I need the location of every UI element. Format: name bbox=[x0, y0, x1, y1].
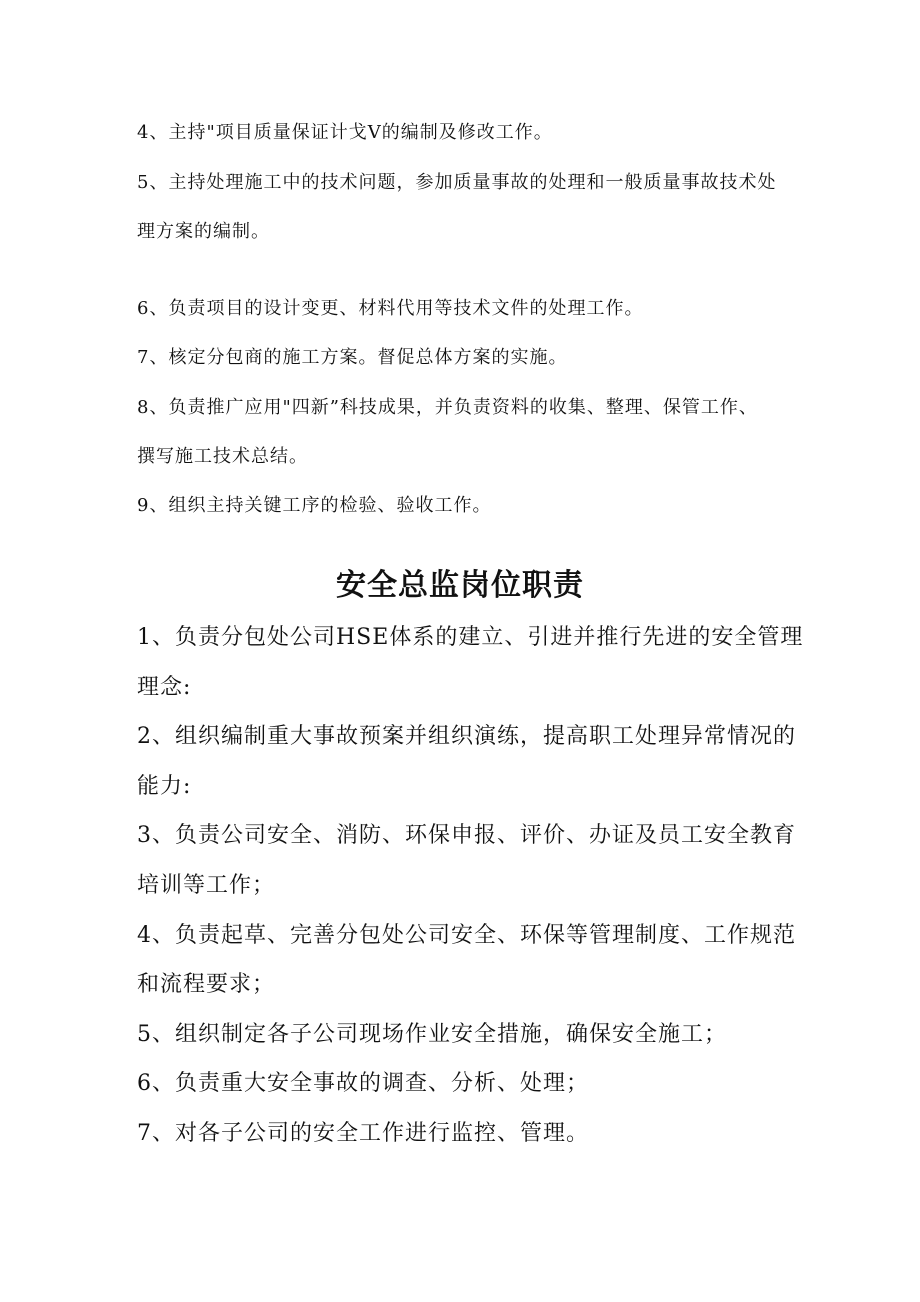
duty-item-5: 5、主持处理施工中的技术问题，参加质量事故的处理和一般质量事故技术处 bbox=[137, 172, 777, 193]
duty-item-8: 8、负责推广应用"四新”科技成果，并负责资料的收集、整理、保管工作、 bbox=[137, 397, 758, 418]
duty-item-8-cont: 撰写施工技术总结。 bbox=[137, 446, 308, 467]
safety-duty-1-cont: 理念: bbox=[137, 675, 192, 700]
section-title: 安全总监岗位职责 bbox=[336, 568, 584, 603]
safety-duty-2-cont: 能力: bbox=[137, 774, 192, 799]
duty-item-7: 7、核定分包商的施工方案。督促总体方案的实施。 bbox=[137, 347, 568, 368]
safety-duty-3-cont: 培训等工作； bbox=[137, 873, 276, 898]
safety-duty-4: 4、负责起草、完善分包处公司安全、环保等管理制度、工作规范 bbox=[137, 923, 796, 948]
safety-duty-6: 6、负责重大安全事故的调查、分析、处理； bbox=[137, 1071, 589, 1096]
duty-item-9: 9、组织主持关键工序的检验、验收工作。 bbox=[137, 495, 492, 516]
safety-duty-2: 2、组织编制重大事故预案并组织演练，提高职工处理异常情况的 bbox=[137, 724, 796, 749]
safety-duty-3: 3、负责公司安全、消防、环保申报、评价、办证及员工安全教育 bbox=[137, 823, 796, 848]
safety-duty-5: 5、组织制定各子公司现场作业安全措施，确保安全施工； bbox=[137, 1022, 727, 1047]
safety-duty-4-cont: 和流程要求； bbox=[137, 972, 276, 997]
safety-duty-7: 7、对各子公司的安全工作进行监控、管理。 bbox=[137, 1121, 589, 1146]
duty-item-6: 6、负责项目的设计变更、材料代用等技术文件的处理工作。 bbox=[137, 298, 644, 319]
safety-duty-1: 1、负责分包处公司HSE体系的建立、引进并推行先进的安全管理 bbox=[137, 625, 804, 650]
duty-item-4: 4、主持"项目质量保证计戈V的编制及修改工作。 bbox=[137, 122, 553, 143]
duty-item-5-cont: 理方案的编制。 bbox=[137, 221, 270, 242]
